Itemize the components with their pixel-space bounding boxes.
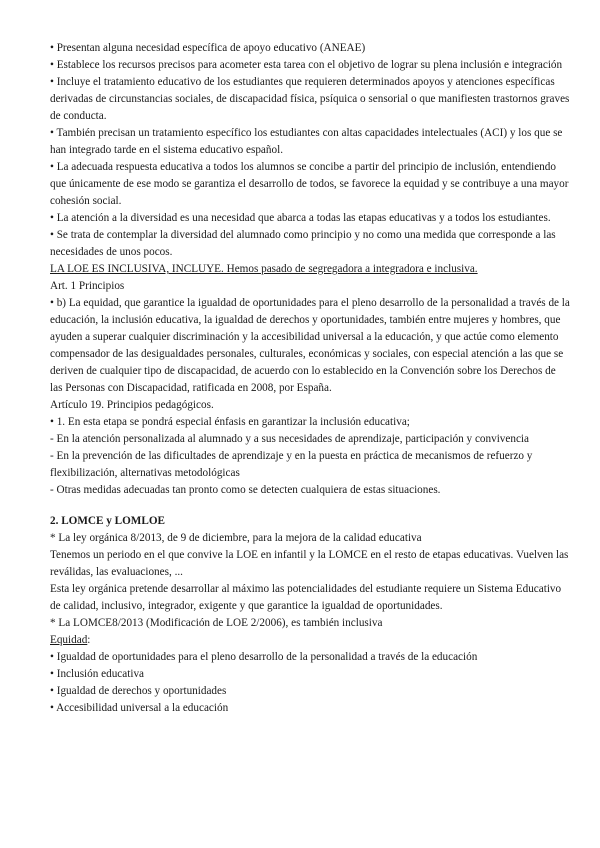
- document-page: [50, 40, 570, 717]
- art1-b-equidad: • b) La equidad, que garantice la igualdad de oportunidades para el pleno desarrollo de la personalidad a través de la educación, la inclusión educativa, la igualdad de derechos y oportunidades, también entre mujeres y hombres, que ayuden a superar cualquier discriminación y la accesibilidad universal a la educación, y que actúe como elemento compensador de las desigualdades personales, culturales, económicas y sociales, con especial atención a las que se deriven de cualquier tipo de discapacidad, de acuerdo con lo establecido en la Convención sobre los Derechos de las Personas con Discapacidad, ratificada en 2008, por España.: [50, 297, 570, 394]
- ley-organica-line: * La ley orgánica 8/2013, de 9 de diciembre, para la mejora de la calidad educativa: [50, 532, 422, 544]
- bullet-inclusion: • La adecuada respuesta educativa a todos los alumnos se concibe a partir del principio de inclusión, entendiendo que únicamente de ese modo se garantiza el desarrollo de todos, se favorece la equidad y se contribuye a una mayor cohesión social.: [50, 161, 569, 207]
- bullet-principio: • Se trata de contemplar la diversidad del alumnado como principio y no como una medida que corresponde a las necesidades de unos pocos.: [50, 229, 556, 258]
- art19-item: - Otras medidas adecuadas tan pronto como se detecten cualquiera de estas situaciones.: [50, 484, 441, 496]
- art19-item: - En la prevención de las dificultades de aprendizaje y en la puesta en práctica de mecanismos de refuerzo y flexibilización, alternativas metodológicas: [50, 450, 533, 479]
- equidad-label: Equidad: [50, 634, 88, 646]
- bullet-aneae: • Presentan alguna necesidad específica de apoyo educativo (ANEAE): [50, 42, 366, 54]
- lomce-inclusiva-line: * La LOMCE8/2013 (Modificación de LOE 2/2006), es también inclusiva: [50, 617, 383, 629]
- loe-statement: LA LOE ES INCLUSIVA, INCLUYE. Hemos pasado de segregadora a integradora e inclusiva.: [50, 263, 478, 275]
- bullet-diversidad: • La atención a la diversidad es una necesidad que abarca a todas las etapas educativas y a todos los estudiantes.: [50, 212, 551, 224]
- equidad-item: • Igualdad de oportunidades para el pleno desarrollo de la personalidad a través de la educación: [50, 651, 478, 663]
- bullet-tratamiento: • Incluye el tratamiento educativo de los estudiantes que requieren determinados apoyos y atenciones específicas derivadas de circunstancias sociales, de discapacidad física, psíquica o sensorial o que manifiesten trastornos graves de conducta.: [50, 76, 570, 122]
- section-gap: [50, 499, 570, 513]
- art19-item: - En la atención personalizada al alumnado y a sus necesidades de aprendizaje, participación y convivencia: [50, 433, 529, 445]
- equidad-item: • Accesibilidad universal a la educación: [50, 702, 229, 714]
- periodo-paragraph: Tenemos un periodo en el que convive la LOE en infantil y la LOMCE en el resto de etapas educativas. Vuelven las reválidas, las evaluaciones, ...: [50, 549, 569, 578]
- equidad-item: • Igualdad de derechos y oportunidades: [50, 685, 227, 697]
- equidad-colon: :: [87, 634, 91, 646]
- bullet-aci: • También precisan un tratamiento específico los estudiantes con altas capacidades intelectuales (ACI) y los que se han integrado tarde en el sistema educativo español.: [50, 127, 563, 156]
- bullet-recursos: • Establece los recursos precisos para acometer esta tarea con el objetivo de lograr su plena inclusión e integración: [50, 59, 563, 71]
- art19-item: • 1. En esta etapa se pondrá especial énfasis en garantizar la inclusión educativa;: [50, 416, 410, 428]
- art19-title: Artículo 19. Principios pedagógicos.: [50, 399, 214, 411]
- section-heading-lomce: 2. LOMCE y LOMLOE: [50, 515, 165, 527]
- equidad-label-line: [50, 632, 570, 649]
- pretende-paragraph: Esta ley orgánica pretende desarrollar al máximo las potencialidades del estudiante requiere un Sistema Educativo de calidad, inclusivo, integrador, exigente y que garantice la igualdad de oportunidades.: [50, 583, 562, 612]
- equidad-item: • Inclusión educativa: [50, 668, 145, 680]
- art1-title: Art. 1 Principios: [50, 280, 125, 292]
